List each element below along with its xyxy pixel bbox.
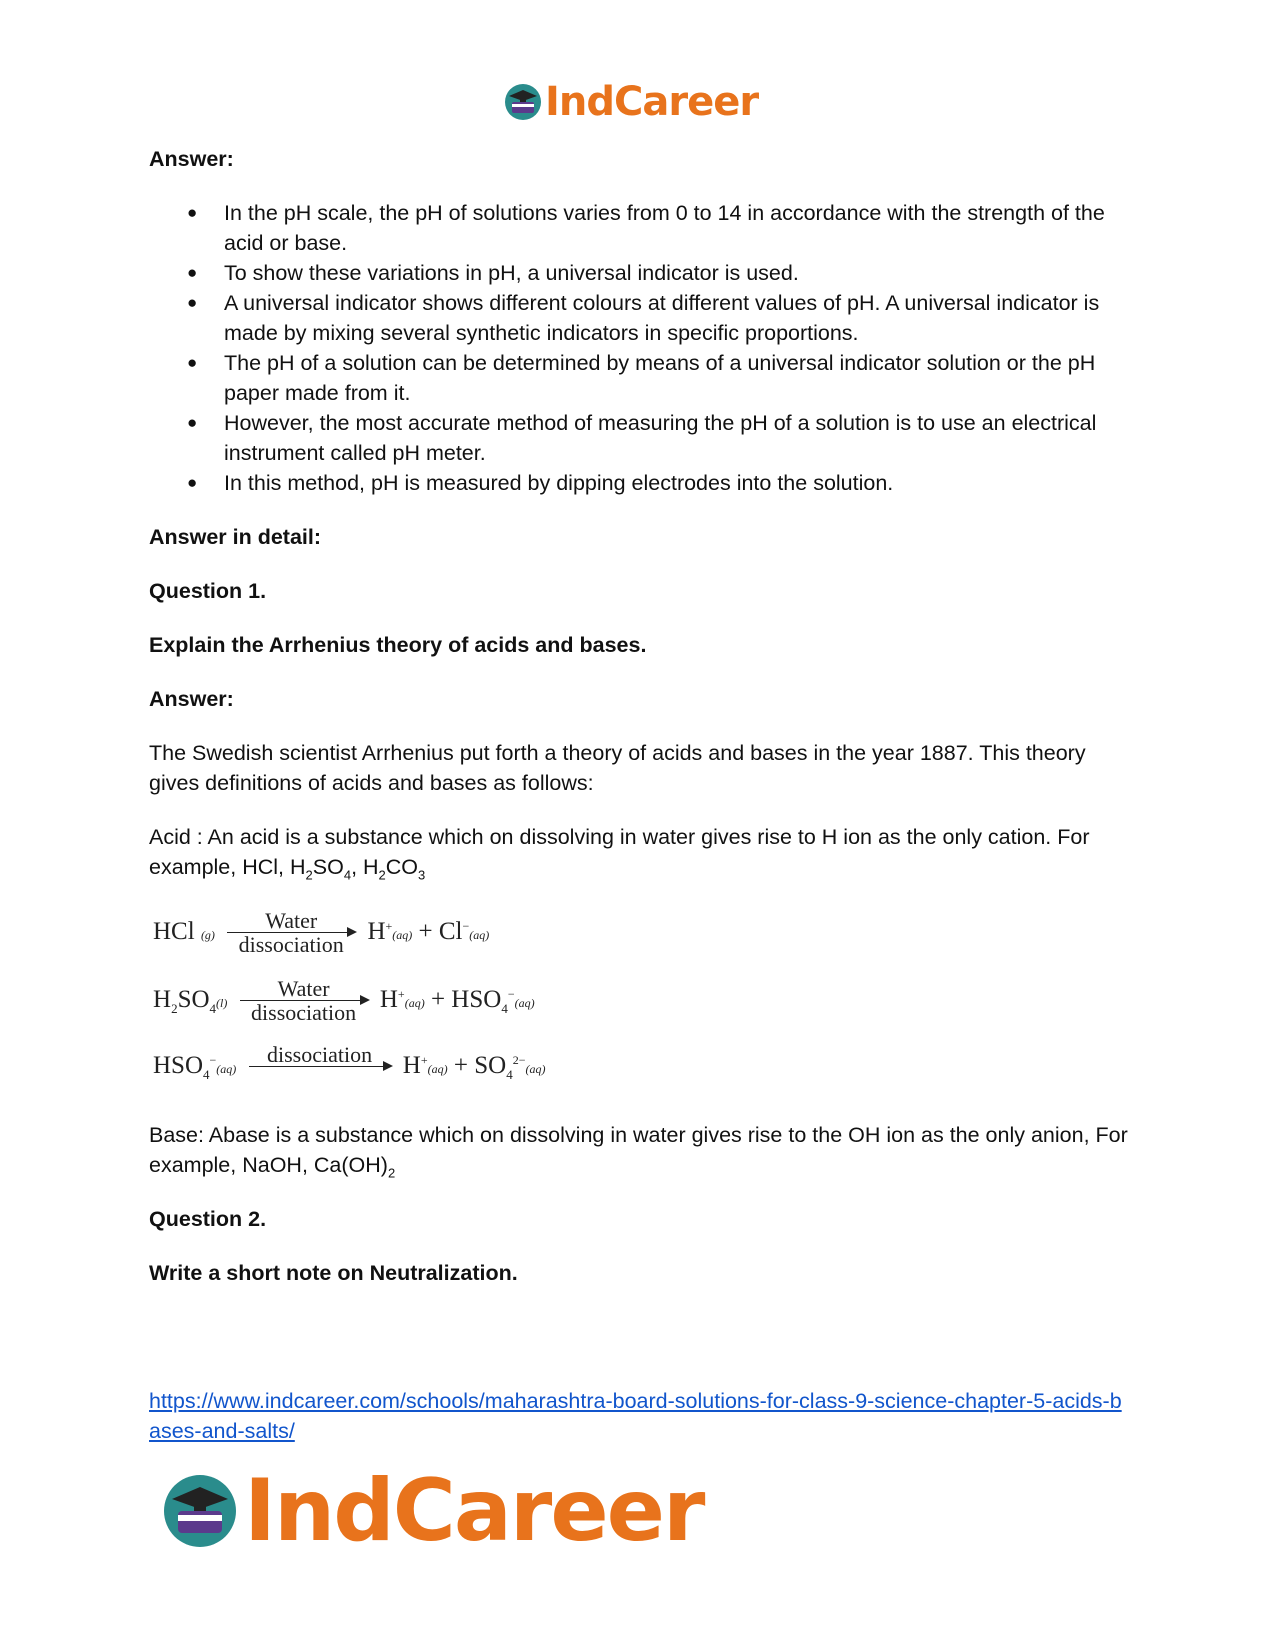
acid-definition: Acid : An acid is a substance which on dissolving in water gives rise to H ion as the only cation. For example, HCl, $H_2SO_4$, $H_2CO_3$ — [149, 825, 1090, 883]
question-1-answer-heading: Answer: — [149, 687, 234, 711]
page-content — [149, 144, 1129, 1288]
list-item: ● However, the most accurate method of measuring the pH of a solution is to use an electrical instrument called pH meter. — [149, 408, 1129, 468]
h2so4-equation: $H_2SO_4(l)$ Water dissociation $H^+(aq) + HSO_4^-(aq)$ — [153, 976, 535, 1025]
logo-text: IndCareer — [545, 79, 759, 125]
answer-in-detail-heading: Answer in detail: — [149, 525, 322, 549]
hcl-equation: HCl (g) Water dissociation H+(aq) + Cl−(aq) — [153, 908, 490, 957]
list-item: ● To show these variations in pH, a universal indicator is used. — [149, 258, 1129, 288]
logo-text: IndCareer — [244, 1461, 704, 1561]
answer-heading: Answer: — [149, 147, 234, 171]
answer-bullet-list — [149, 198, 1129, 498]
footer-logo — [160, 1461, 704, 1561]
list-item: ● In the pH scale, the pH of solutions varies from 0 to 14 in accordance with the strength of the acid or base. — [149, 198, 1129, 258]
question-1-label: Question 1. — [149, 579, 267, 603]
graduation-book-icon — [160, 1471, 240, 1551]
arrhenius-intro: The Swedish scientist Arrhenius put forth a theory of acids and bases in the year 1887. This theory gives definitions of acids and bases as follows: — [149, 741, 1086, 795]
base-definition: Base: Abase is a substance which on dissolving in water gives rise to the OH ion as the only anion, For example, NaOH, $Ca(OH)_2$ — [149, 1123, 1128, 1181]
graduation-book-icon — [503, 82, 543, 122]
header-logo — [503, 80, 758, 124]
list-item: ● A universal indicator shows different colours at different values of pH. A universal indicator is made by mixing several synthetic indicators in specific proportions. — [149, 288, 1129, 348]
question-2-text: Write a short note on Neutralization. — [149, 1261, 518, 1285]
question-1-text: Explain the Arrhenius theory of acids and bases. — [149, 633, 647, 657]
list-item: ● The pH of a solution can be determined by means of a universal indicator solution or the pH paper made from it. — [149, 348, 1129, 408]
source-link[interactable]: https://www.indcareer.com/schools/maharashtra-board-solutions-for-class-9-science-chapter-5-acids-bases-and-salts/ — [149, 1389, 1122, 1443]
list-item: ● In this method, pH is measured by dipping electrodes into the solution. — [149, 468, 1129, 498]
hso4-equation: $HSO_4^-(aq)$ dissociation $H^+(aq) + SO_4^{2-}(aq)$ — [153, 1042, 546, 1083]
dissociation-equations — [149, 906, 569, 1106]
question-2-label: Question 2. — [149, 1207, 267, 1231]
